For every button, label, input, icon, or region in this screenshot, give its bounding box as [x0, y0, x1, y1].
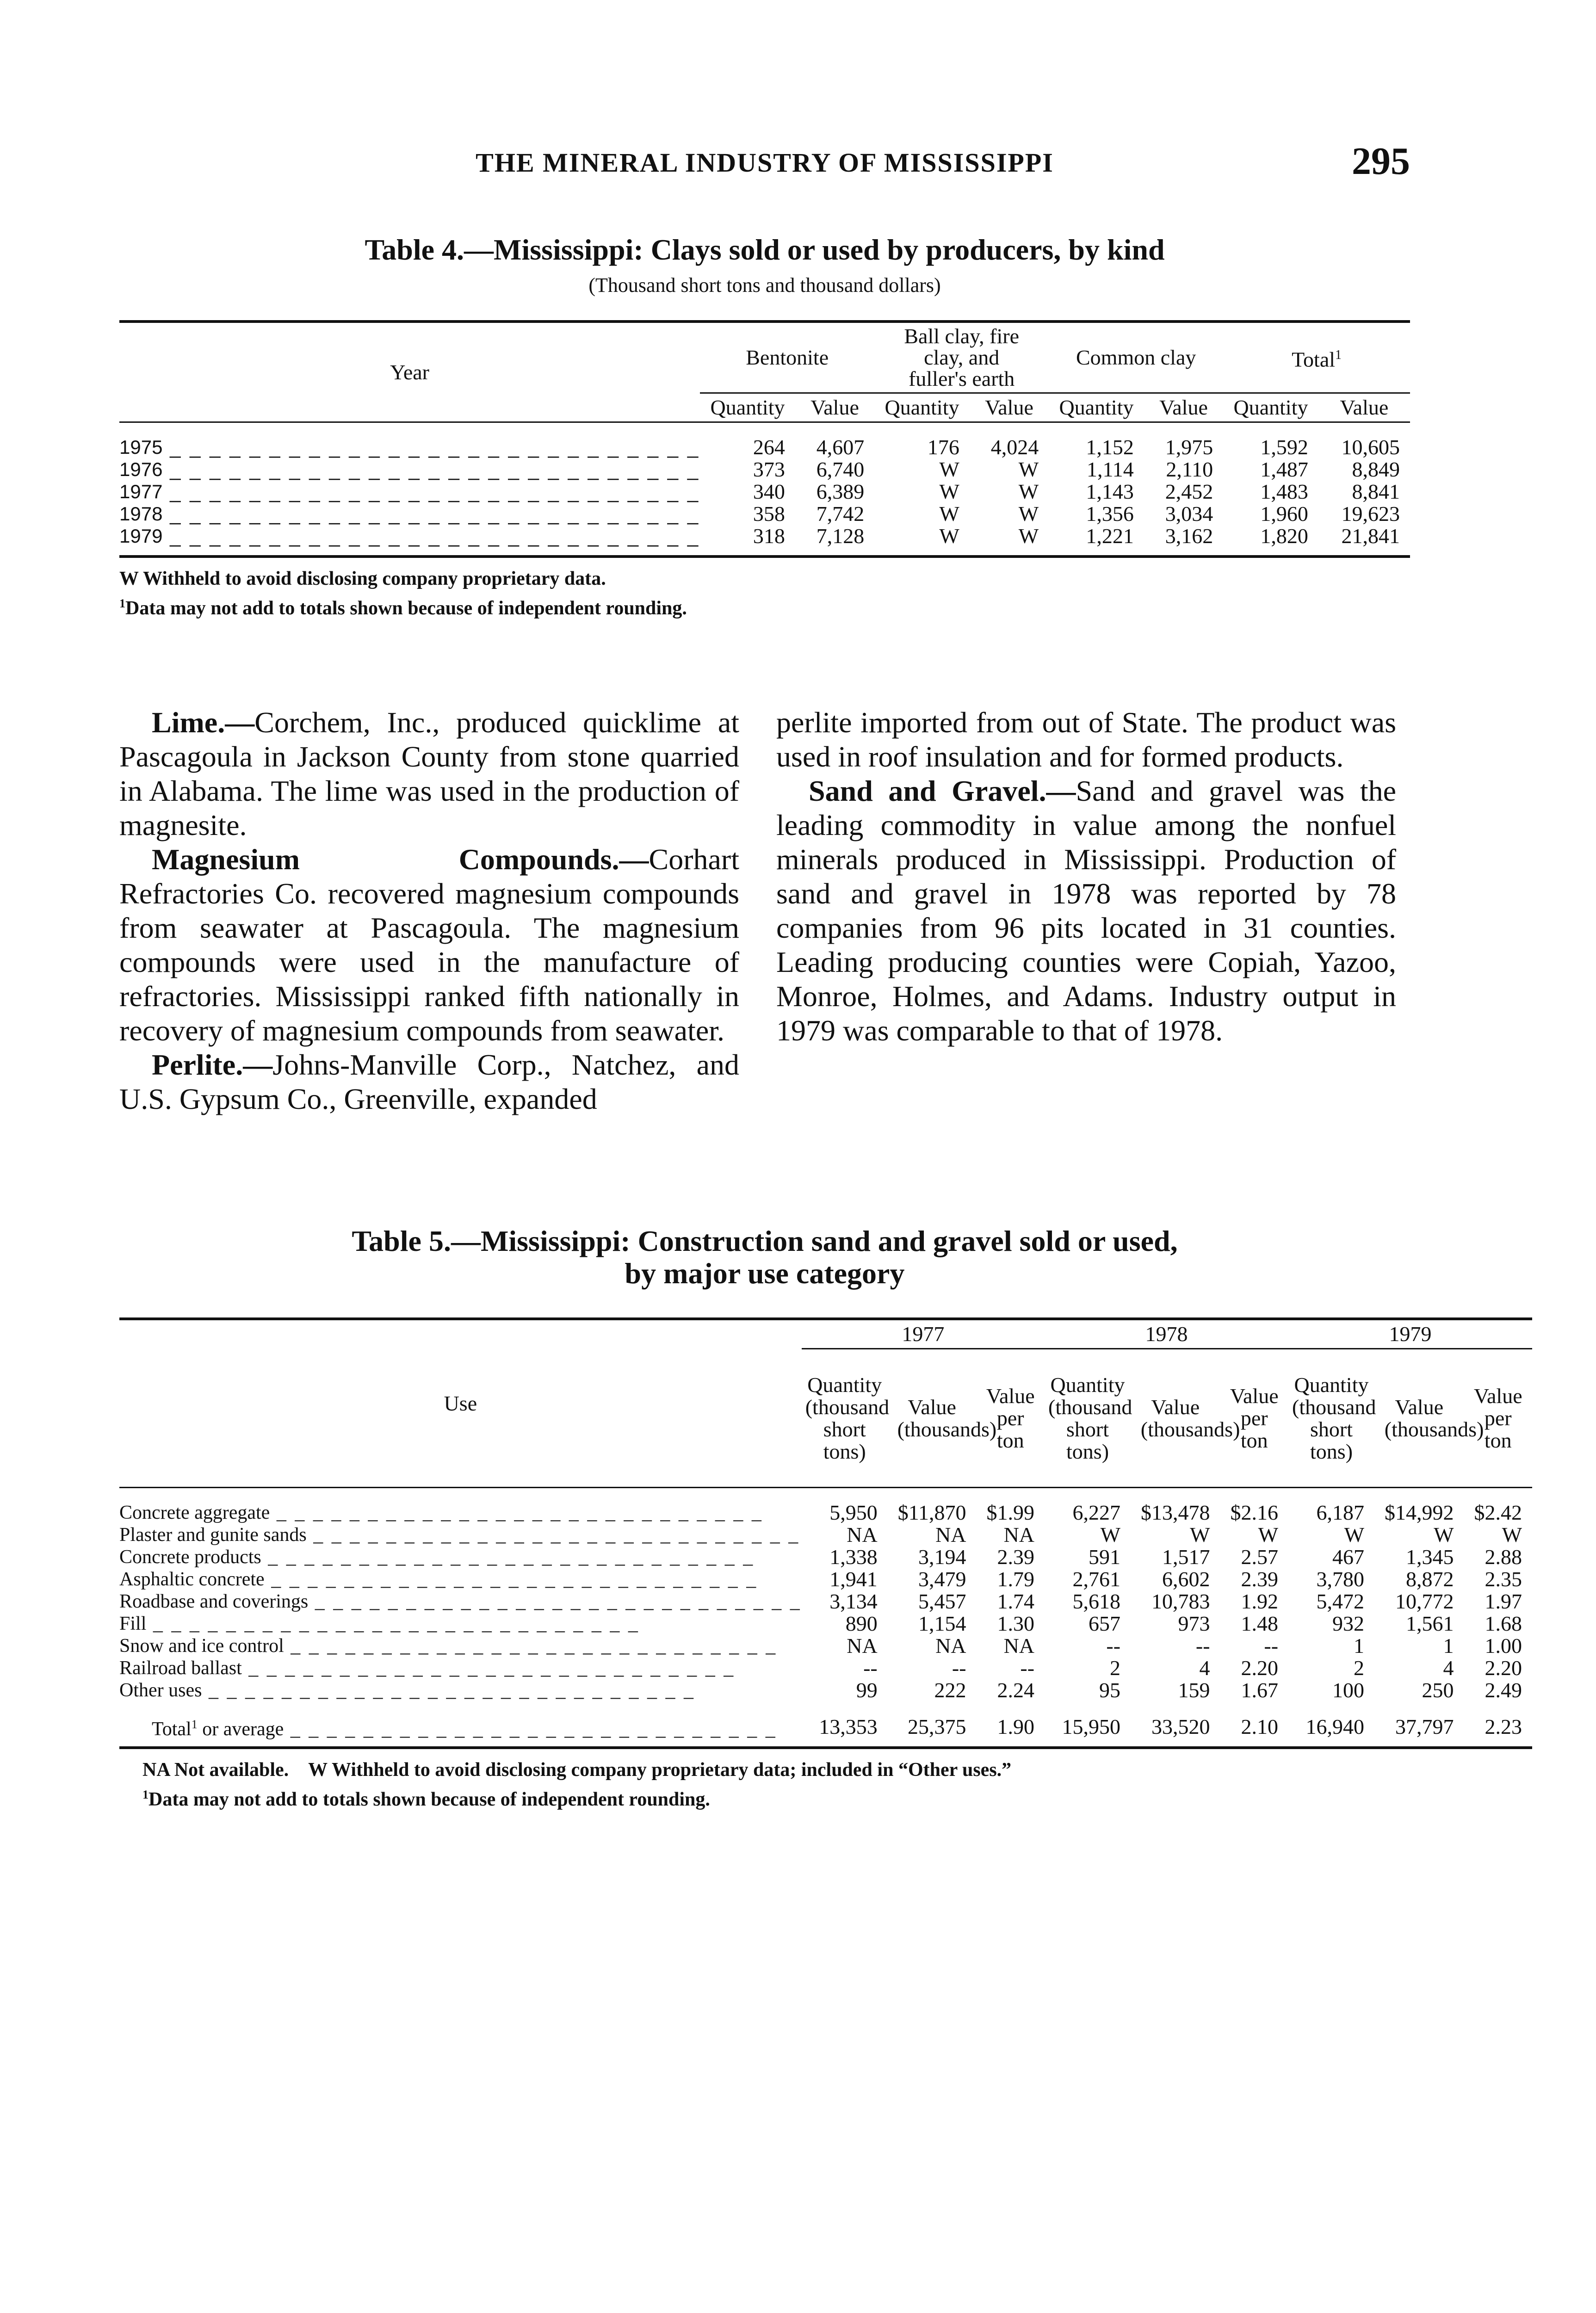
table-cell: 2,761: [1072, 1567, 1121, 1591]
paragraph-perlite-body: Johns-Manville Corp., Natchez, and U.S. Gypsum Co., Greenville, expanded: [119, 1048, 739, 1115]
table-cell: $2.42: [1474, 1500, 1522, 1524]
table-cell: 1,975: [1165, 435, 1213, 459]
sub-value: Value: [810, 396, 859, 419]
table-row: [119, 458, 1410, 481]
paragraph-sand-gravel: [776, 774, 1396, 1048]
table-cell: 373: [753, 457, 785, 481]
paragraph-magnesium: [119, 842, 739, 1048]
row-year-text: 1975 _ _ _: [119, 436, 700, 458]
row-year-text: 1978 _ _ _: [119, 503, 700, 525]
table-row: [119, 1590, 1532, 1613]
note-na-withheld: [142, 1757, 1410, 1782]
table-cell: --: [863, 1656, 878, 1680]
table-cell: 1.92: [1241, 1589, 1279, 1613]
sub-value-per-ton-label: Value per ton: [986, 1384, 1035, 1452]
row-use-text: Roadbase and coverings _ _ _: [119, 1591, 802, 1612]
table-cell: W: [1018, 457, 1039, 481]
table-cell: 1,114: [1087, 457, 1134, 481]
heading-magnesium: Magnesium Compounds.—: [152, 843, 649, 876]
table-cell: 1,356: [1086, 501, 1134, 526]
table-row: [119, 1613, 1532, 1635]
table-cell: 1,517: [1162, 1545, 1210, 1569]
table-cell: --: [1020, 1656, 1035, 1680]
table-cell: 2.20: [1485, 1656, 1522, 1680]
table-4-grid: [119, 320, 1410, 558]
row-use: [119, 1635, 802, 1657]
row-use-text: Other uses _ _ _: [119, 1680, 695, 1701]
table-4-notes: [119, 566, 1410, 621]
table-cell: 1.79: [997, 1567, 1035, 1591]
row-use: [119, 1657, 802, 1679]
sub-quantity: Quantity: [1233, 396, 1308, 419]
table-cell: NA: [847, 1522, 878, 1546]
note-rounding-mark: 1: [119, 596, 125, 610]
table-cell: 1,143: [1086, 479, 1134, 503]
sub-value-label: Value (thousands): [1140, 1395, 1240, 1441]
sub-quantity: Quantity: [885, 396, 959, 419]
table-5-title-line-2: by major use category: [625, 1257, 905, 1290]
table-cell: W: [1018, 479, 1039, 503]
table-cell: 222: [934, 1678, 966, 1702]
page-number: 295: [1352, 140, 1410, 183]
table-cell: 2,452: [1165, 479, 1213, 503]
table-cell: 3,162: [1165, 524, 1213, 548]
row-year-text: 1976 _ _ _: [119, 458, 700, 480]
note-rounding: [119, 591, 1410, 621]
sub-quantity-label: Quantity (thousand short tons): [1292, 1373, 1376, 1463]
table-4-subtitle: (Thousand short tons and thousand dollars): [588, 274, 941, 297]
paragraph-perlite-cont-body: perlite imported from out of State. The product was used in roof insulation and for formed products.: [776, 706, 1396, 773]
table-cell: 1,960: [1260, 501, 1308, 526]
table-cell: 4: [1199, 1656, 1210, 1680]
table-cell: 973: [1178, 1611, 1210, 1635]
table-cell: 3,479: [918, 1567, 966, 1591]
table-cell: 10,605: [1341, 435, 1400, 459]
total-cell: 2.23: [1485, 1714, 1522, 1738]
table-cell: 1,941: [829, 1567, 878, 1591]
table-cell: 657: [1089, 1611, 1121, 1635]
sub-quantity: Quantity: [1059, 396, 1134, 419]
row-year-text: 1979 _ _ _: [119, 525, 700, 547]
row-use-text: Snow and ice control _ _ _: [119, 1635, 777, 1657]
row-year: [119, 503, 700, 525]
table-cell: W: [939, 524, 959, 548]
table-cell: 5,618: [1072, 1589, 1121, 1613]
table-cell: 1.48: [1241, 1611, 1279, 1635]
table-cell: 2: [1110, 1656, 1121, 1680]
table-cell: 5,472: [1316, 1589, 1365, 1613]
row-use: [119, 1613, 802, 1635]
table-cell: 1,152: [1086, 435, 1134, 459]
table-5-total: [119, 1701, 1532, 1740]
table-cell: W: [939, 479, 959, 503]
table-cell: 2.24: [997, 1678, 1035, 1702]
total-cell: 25,375: [908, 1714, 966, 1738]
row-year: [119, 436, 700, 458]
table-cell: 10,783: [1151, 1589, 1210, 1613]
note-rounding-text: Data may not add to totals shown because of independent rounding.: [125, 597, 687, 619]
table-cell: 176: [927, 435, 959, 459]
table-cell: NA: [935, 1522, 966, 1546]
group-header-total: [1223, 322, 1410, 393]
table-cell: 932: [1332, 1611, 1365, 1635]
body-text: [119, 705, 1410, 1168]
sub-quantity: [802, 1349, 888, 1488]
row-use-text: Fill _ _ _: [119, 1613, 640, 1634]
sub-quantity: Quantity: [710, 396, 785, 419]
table-5-title-line-1: Table 5.—Mississippi: Construction sand and gravel sold or used,: [352, 1225, 1178, 1257]
table-row: [119, 1502, 1532, 1524]
total-label-text: [152, 1719, 777, 1740]
table-row: [119, 1679, 1532, 1701]
sub-quantity-label: Quantity (thousand short tons): [805, 1373, 890, 1463]
table-cell: 2.20: [1241, 1656, 1279, 1680]
table-cell: 6,227: [1072, 1500, 1121, 1524]
total-suffix: or average: [197, 1718, 284, 1740]
table-cell: 1,483: [1260, 479, 1308, 503]
table-cell: 3,034: [1165, 501, 1213, 526]
table-cell: 1,820: [1260, 524, 1308, 548]
table-cell: 4,607: [816, 435, 865, 459]
table-cell: NA: [1003, 1633, 1035, 1657]
paragraph-perlite-cont: [776, 705, 1396, 774]
sub-value-label: Value (thousands): [1384, 1395, 1484, 1441]
table-cell: 1,221: [1086, 524, 1134, 548]
table-cell: 7,742: [816, 501, 865, 526]
table-cell: W: [1434, 1522, 1454, 1546]
table-cell: 2.35: [1485, 1567, 1522, 1591]
sub-value-per-ton-label: Value per ton: [1473, 1384, 1522, 1452]
row-use: [119, 1679, 802, 1701]
table-cell: 159: [1178, 1678, 1210, 1702]
table-cell: W: [1502, 1522, 1522, 1546]
sub-value-label: Value (thousands): [897, 1395, 997, 1441]
note-rounding-mark: 1: [142, 1787, 148, 1801]
table-cell: $2.16: [1230, 1500, 1279, 1524]
table-5-notes: [119, 1757, 1410, 1812]
row-use: [119, 1590, 802, 1613]
table-cell: 3,194: [918, 1545, 966, 1569]
table-cell: 3,134: [829, 1589, 878, 1613]
table-cell: 1.00: [1485, 1633, 1522, 1657]
table-cell: W: [1018, 524, 1039, 548]
paragraph-magnesium-body: Corhart Refractories Co. recovered magnesium compounds from seawater at Pascagoula. The magnesium compounds were used in the manufacture of refractories. Mississippi ranked fifth nationally in recovery of magnesium compounds from seawater.: [119, 843, 739, 1047]
row-use: [119, 1524, 802, 1546]
table-cell: 2.39: [1241, 1567, 1279, 1591]
total-cell: 33,520: [1151, 1714, 1210, 1738]
page-header: [119, 139, 1410, 185]
table-cell: $13,478: [1141, 1500, 1210, 1524]
table-row: [119, 1524, 1532, 1546]
table-cell: 1.30: [997, 1611, 1035, 1635]
table-cell: 2.49: [1485, 1678, 1522, 1702]
row-use: [119, 1546, 802, 1568]
note-rounding: [142, 1782, 1410, 1812]
table-cell: $11,870: [897, 1500, 966, 1524]
sub-value: Value: [985, 396, 1033, 419]
table-cell: W: [939, 501, 959, 526]
table-4-title: Table 4.—Mississippi: Clays sold or used by producers, by kind: [365, 233, 1165, 266]
table-cell: NA: [847, 1633, 878, 1657]
table-4-body: [119, 422, 1410, 547]
row-year: [119, 525, 700, 547]
table-5-grid: [119, 1317, 1532, 1749]
table-cell: 2.57: [1241, 1545, 1279, 1569]
total-cell: 37,797: [1395, 1714, 1454, 1738]
group-header-total-label: Total: [1292, 347, 1336, 371]
table-cell: W: [1100, 1522, 1121, 1546]
table-cell: 1,338: [829, 1545, 878, 1569]
table-cell: 21,841: [1341, 524, 1400, 548]
table-cell: --: [1106, 1633, 1121, 1657]
text-column-right: [776, 705, 1396, 1048]
table-cell: 2: [1354, 1656, 1365, 1680]
table-cell: 1,487: [1260, 457, 1308, 481]
table-cell: W: [1344, 1522, 1365, 1546]
year-header-1979: 1979: [1288, 1319, 1532, 1349]
table-cell: W: [1190, 1522, 1210, 1546]
table-row: [119, 436, 1410, 458]
table-cell: 1,592: [1260, 435, 1308, 459]
total-cell: 16,940: [1305, 1714, 1365, 1738]
total-cell: 2.10: [1241, 1714, 1279, 1738]
table-row: [119, 1568, 1532, 1590]
table-cell: --: [1264, 1633, 1279, 1657]
total-footnote-mark: 1: [191, 1717, 198, 1731]
table-cell: 1: [1354, 1633, 1365, 1657]
total-cell: 13,353: [819, 1714, 878, 1738]
table-cell: W: [1258, 1522, 1279, 1546]
table-cell: 1,154: [918, 1611, 966, 1635]
table-cell: 2.88: [1485, 1545, 1522, 1569]
table-cell: 99: [856, 1678, 878, 1702]
table-cell: 4,024: [990, 435, 1039, 459]
table-cell: W: [1018, 501, 1039, 526]
row-use-text: Concrete aggregate _ _ _: [119, 1502, 763, 1523]
heading-perlite: Perlite.—: [152, 1048, 273, 1081]
total-word: Total: [152, 1718, 192, 1740]
table-cell: W: [939, 457, 959, 481]
table-cell: 1,345: [1406, 1545, 1454, 1569]
sub-quantity-label: Quantity (thousand short tons): [1048, 1373, 1132, 1463]
table-cell: 6,187: [1316, 1500, 1365, 1524]
table-cell: 2,110: [1166, 457, 1213, 481]
sub-value: [1374, 1349, 1484, 1488]
table-row: [119, 1657, 1532, 1679]
total-label: [119, 1713, 802, 1740]
sub-value: [1131, 1349, 1240, 1488]
table-cell: 250: [1422, 1678, 1454, 1702]
table-cell: NA: [1003, 1522, 1035, 1546]
paragraph-lime-body: Corchem, Inc., produced quicklime at Pascagoula in Jackson County from stone quarried in Alabama. The lime was used in the production of magnesite.: [119, 706, 739, 841]
table-cell: 6,602: [1162, 1567, 1210, 1591]
table-row: [119, 525, 1410, 547]
group-header-bentonite: Bentonite: [700, 322, 874, 393]
row-use-text: Plaster and gunite sands _ _ _: [119, 1524, 800, 1546]
paragraph-perlite: [119, 1048, 739, 1116]
table-row: [119, 1635, 1532, 1657]
table-row-total: [119, 1713, 1532, 1740]
row-year: [119, 458, 700, 481]
row-use-text: Asphaltic concrete _ _ _: [119, 1569, 758, 1590]
sub-value: Value: [1340, 396, 1389, 419]
use-header: Use: [444, 1392, 477, 1415]
table-cell: 5,950: [829, 1500, 878, 1524]
table-cell: 340: [753, 479, 785, 503]
group-header-ball-clay: [874, 322, 1049, 393]
note-rounding-text: Data may not add to totals shown because of independent rounding.: [148, 1788, 710, 1810]
table-row: [119, 481, 1410, 503]
table-cell: 467: [1332, 1545, 1365, 1569]
year-header-1977: 1977: [802, 1319, 1045, 1349]
table-cell: 8,872: [1406, 1567, 1454, 1591]
table-cell: NA: [935, 1633, 966, 1657]
year-header-1978: 1978: [1045, 1319, 1288, 1349]
table-cell: 264: [753, 435, 785, 459]
sub-quantity: [1288, 1349, 1374, 1488]
total-cell: 1.90: [997, 1714, 1035, 1738]
table-cell: 6,389: [816, 479, 865, 503]
paragraph-lime: [119, 705, 739, 842]
table-cell: 591: [1089, 1545, 1121, 1569]
sub-quantity: [1045, 1349, 1131, 1488]
table-cell: $14,992: [1385, 1500, 1454, 1524]
table-row: [119, 503, 1410, 525]
row-use-text: Concrete products _ _ _: [119, 1546, 755, 1568]
table-5-body: [119, 1488, 1532, 1701]
table-cell: 358: [753, 501, 785, 526]
table-cell: 8,841: [1352, 479, 1400, 503]
sub-value: [888, 1349, 997, 1488]
text-column-left: [119, 705, 739, 1116]
paragraph-sand-gravel-body: Sand and gravel was the leading commodity in value among the nonfuel minerals produced in Mississippi. Production of sand and gravel in 1978 was reported by 78 companies from 96 pits located in 31 counties. Leading producing counties were Copiah, Yazoo, Monroe, Holmes, and Adams. Industry output in 1979 was comparable to that of 1978.: [776, 774, 1397, 1047]
table-cell: 1.67: [1241, 1678, 1279, 1702]
table-5-title: [119, 1225, 1410, 1290]
row-year: [119, 481, 700, 503]
row-use-text: Railroad ballast _ _ _: [119, 1657, 735, 1679]
total-cell: 15,950: [1062, 1714, 1121, 1738]
table-cell: 890: [845, 1611, 878, 1635]
group-header-common-clay: Common clay: [1049, 322, 1223, 393]
table-cell: $1.99: [986, 1500, 1035, 1524]
table-cell: 10,772: [1395, 1589, 1454, 1613]
table-cell: --: [952, 1656, 966, 1680]
row-use: [119, 1502, 802, 1524]
sub-value: Value: [1159, 396, 1208, 419]
table-cell: 95: [1099, 1678, 1121, 1702]
note-withheld: W Withheld to avoid disclosing company proprietary data.: [119, 568, 606, 589]
row-year-text: 1977 _ _ _: [119, 481, 700, 502]
table-cell: 3,780: [1316, 1567, 1365, 1591]
sub-value-per-ton-label: Value per ton: [1230, 1384, 1279, 1452]
table-cell: 1,561: [1406, 1611, 1454, 1635]
table-cell: 5,457: [918, 1589, 966, 1613]
table-cell: 19,623: [1341, 501, 1400, 526]
table-cell: 1.68: [1485, 1611, 1522, 1635]
row-use: [119, 1568, 802, 1590]
table-cell: 2.39: [997, 1545, 1035, 1569]
table-cell: 318: [753, 524, 785, 548]
table-cell: 7,128: [816, 524, 865, 548]
heading-sand-gravel: Sand and Gravel.—: [809, 774, 1076, 807]
table-cell: 6,740: [816, 457, 865, 481]
table-cell: 1.97: [1485, 1589, 1522, 1613]
table-cell: 8,849: [1352, 457, 1400, 481]
note-withheld: W Withheld to avoid disclosing company proprietary data; included in “Other uses.”: [308, 1759, 1012, 1781]
table-5: [119, 1225, 1522, 1812]
heading-lime: Lime.—: [152, 706, 255, 739]
note-na: NA Not available.: [142, 1759, 289, 1781]
group-header-ball-clay-label: Ball clay, fire clay, and fuller's earth: [904, 324, 1019, 390]
table-cell: --: [1195, 1633, 1210, 1657]
year-header: Year: [390, 360, 429, 384]
table-cell: 1: [1443, 1633, 1454, 1657]
running-title: THE MINERAL INDUSTRY OF MISSISSIPPI: [476, 148, 1054, 178]
table-cell: 4: [1443, 1656, 1454, 1680]
table-cell: 1.74: [997, 1589, 1035, 1613]
total-footnote-mark: 1: [1335, 348, 1342, 363]
table-4: [119, 234, 1410, 621]
table-cell: 100: [1332, 1678, 1365, 1702]
table-row: [119, 1546, 1532, 1568]
